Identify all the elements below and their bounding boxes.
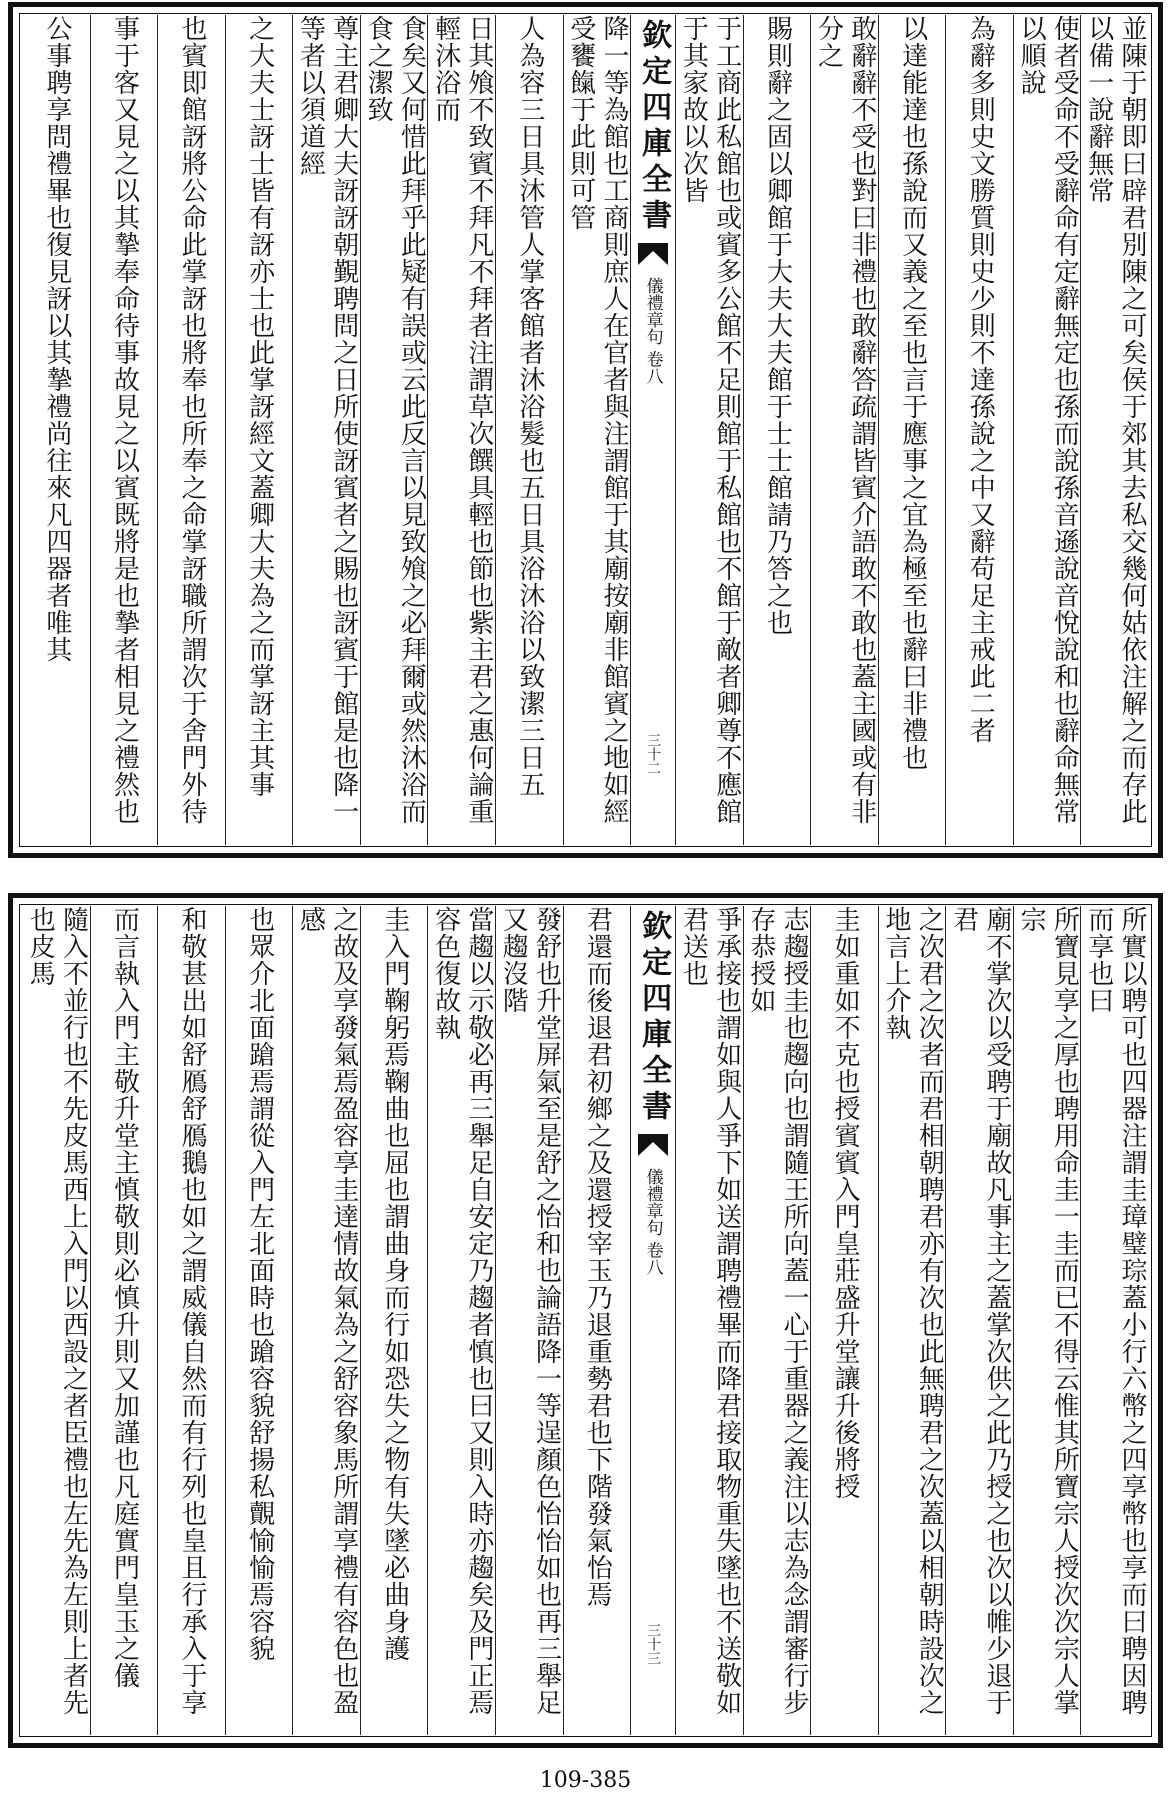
- text-column: 爭承接也謂如與人爭下如送謂聘禮畢而降君接取物重失墜也不送敬如君送也: [675, 906, 743, 1735]
- fish-tail-mark-icon: [638, 243, 668, 265]
- text-column: 公事聘享問禮畢也復見訝以其摯禮尚往來凡四器者唯其: [41, 15, 72, 663]
- upper-page: [8, 2, 1163, 858]
- text-column: 隨入不並行也不先皮馬西上入門以西設之者臣禮也左先為左則上者先也皮馬: [25, 906, 89, 1716]
- text-column: 于工商此私館也或賓多公館不足則館于私館也不館于敵者卿尊不應館于其家故以次皆: [675, 15, 743, 845]
- text-column: 降一等為館也工商則庶人在官者與注謂館于其廟按廟非館賓之地如經受饔餼于此則可管: [563, 15, 631, 845]
- text-column: 食矣又何惜此拜乎此疑有誤或云此反言以見致飧之必拜爾或然沐浴而食之潔致: [360, 15, 428, 845]
- text-column: 廟不掌次以受聘于廟故凡事主之蓋掌次供之此乃授之也次以帷少退于君: [945, 906, 1013, 1735]
- text-column: 和敬甚出如舒鴈舒鴈鵝也如之謂威儀自然而有行列也皇且行承入于享: [157, 906, 225, 1735]
- text-column: 賜則辭之固以卿館于大夫大夫館于士士館請乃答之也: [743, 15, 811, 845]
- text-column: 發舒也升堂屏氣至是舒之怡和也論語降一等逞顏色怡怡如也再三舉足又趨沒階: [495, 906, 563, 1735]
- center-margin: [630, 15, 675, 845]
- text-column: 當趨以示敬必再三舉足自安定乃趨者慎也曰又則入時亦趨矣及門正焉容色復故執: [427, 906, 495, 1735]
- text-column: 圭入門鞠躬焉鞠曲也屈也謂曲身而行如恐失之物有失墜必曲身護: [360, 906, 428, 1735]
- lower-page: [8, 893, 1163, 1748]
- text-column: 圭如重如不克也授賓賓入門皇莊盛升堂讓升後將授: [810, 906, 878, 1735]
- text-column: 日其飧不致賓不拜凡不拜者注謂草次饌具輕也節也紫主君之惠何論重輕沐浴而: [427, 15, 495, 845]
- text-column: 敢辭辭不受也對曰非禮也敢辭答疏謂皆賓介語敢不敢也蓋主國或有非分之: [810, 15, 878, 845]
- text-column: 人為容三日具沐管人掌客館者沐浴髮也五日具浴沐浴以致潔三日五: [495, 15, 563, 845]
- text-column: 使者受命不受辭命有定辭無定也孫而說孫音遜說音悅說和也辭命無常以順說: [1013, 15, 1081, 845]
- text-columns: [23, 15, 1148, 845]
- text-columns: [23, 906, 1148, 1735]
- text-column: 之大夫士訝士皆有訝亦士也此掌訝經文蓋卿大夫為之而掌訝主其事: [225, 15, 293, 845]
- text-column: 也賓即館訝將公命此掌訝也將奉也所奉之命掌訝職所謂次于舍門外待: [157, 15, 225, 845]
- fish-tail-mark-icon: [638, 1134, 668, 1156]
- leaf-number: 三十二: [645, 733, 662, 775]
- book-title: 欽定四庫全書: [636, 19, 672, 235]
- text-column: 以達能達也孫說而又義之至也言于應事之宜為極至也辭曰非禮也: [878, 15, 946, 845]
- volume-label: 儀禮章句 卷八: [642, 1168, 663, 1276]
- text-column: 並陳于朝即曰辟君別陳之可矣侯于郊其去私交幾何姑依注解之而存此以備一說辭無常: [1080, 15, 1148, 845]
- text-column: 所寶見享之厚也聘用命圭一圭而已不得云惟其所寶宗人授次次宗人掌宗: [1013, 906, 1081, 1735]
- leaf-number: 三十三: [645, 1623, 662, 1665]
- text-column: 君還而後退君初鄉之及還授宰玉乃退重勢君也下階發氣怡焉: [563, 906, 631, 1735]
- center-margin: [630, 906, 675, 1735]
- page-reference: 109-385: [539, 1768, 632, 1793]
- text-column: 之次君之次者而君相朝聘君亦有次也此無聘君之次蓋以相朝時設次之地言上介執: [878, 906, 946, 1735]
- text-column: 之故及享發氣焉盈容享圭達情故氣為之舒容象馬所謂享禮有容色也盈感: [292, 906, 360, 1735]
- text-column: 事于客又見之以其摯奉命待事故見之以賓既將是也摯者相見之禮然也: [90, 15, 158, 845]
- text-column: 為辭多則史文勝質則史少則不達孫說之中又辭苟足主戒此二者: [945, 15, 1013, 845]
- book-title: 欽定四庫全書: [636, 910, 672, 1126]
- text-column: 志趨授圭也趨向也謂隨王所向蓋一心于重器之義注以志為念謂審行步存恭授如: [743, 906, 811, 1735]
- text-column: 也眾介北面蹌焉謂從入門左北面時也蹌容貌舒揚私覿愉愉焉容貌: [225, 906, 293, 1735]
- text-column: 而言執入門主敬升堂主慎敬則必慎升則又加謹也凡庭實門皇玉之儀: [90, 906, 158, 1735]
- text-column: 所實以聘可也四器注謂圭璋璧琮蓋小行六幣之四享幣也享而曰聘因聘而享也曰: [1080, 906, 1148, 1735]
- volume-label: 儀禮章句 卷八: [642, 277, 663, 385]
- text-column: 尊主君卿大夫訝訝朝覲聘問之日所使訝賓者之賜也訝賓于館是也降一等者以須道經: [292, 15, 360, 845]
